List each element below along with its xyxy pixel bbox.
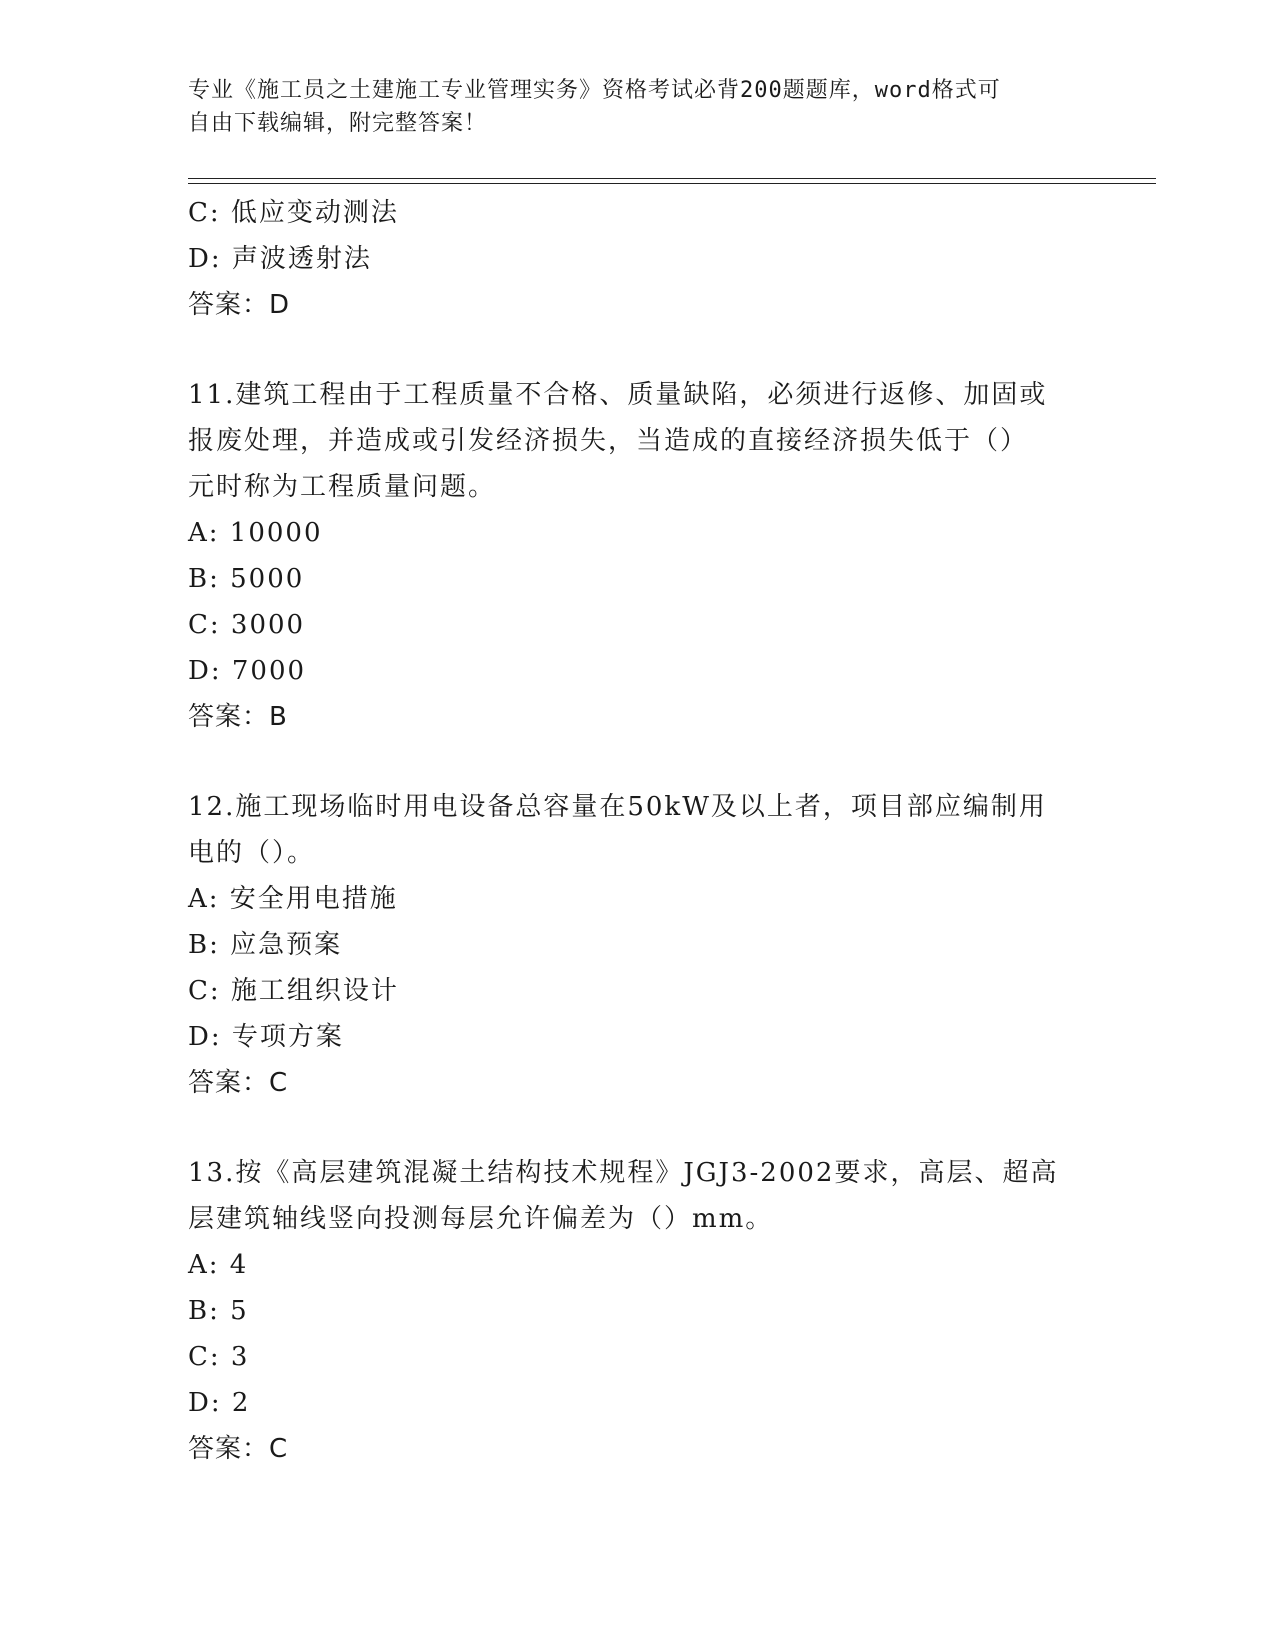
option-c: C: 3000 (188, 610, 306, 640)
option-c: C: 低应变动测法 (188, 198, 399, 228)
question-block-10 (188, 190, 1088, 328)
question-content (188, 190, 1088, 1472)
spacer (188, 1106, 1088, 1150)
option-b: B: 5 (188, 1296, 249, 1326)
header-divider-bottom (188, 183, 1156, 184)
question-block-11 (188, 372, 1088, 740)
answer-line: 答案：B (188, 702, 288, 732)
spacer (188, 328, 1088, 372)
question-text-line: 层建筑轴线竖向投测每层允许偏差为（）mm。 (188, 1204, 774, 1234)
option-d: D: 声波透射法 (188, 244, 372, 274)
question-text-line: 12.施工现场临时用电设备总容量在50kW及以上者，项目部应编制用 (188, 792, 1047, 822)
question-text-line: 元时称为工程质量问题。 (188, 472, 497, 502)
question-block-12 (188, 784, 1088, 1106)
question-text-line: 11.建筑工程由于工程质量不合格、质量缺陷，必须进行返修、加固或 (188, 380, 1048, 410)
answer-line: 答案：C (188, 1068, 289, 1098)
option-a: A: 4 (188, 1250, 249, 1280)
header-line-1: 专业《施工员之土建施工专业管理实务》资格考试必背200题题库，word格式可 (188, 78, 1001, 103)
option-d: D: 7000 (188, 656, 307, 686)
header-line-2: 自由下载编辑，附完整答案！ (188, 111, 488, 136)
header-divider-top (188, 178, 1156, 179)
option-d: D: 专项方案 (188, 1022, 344, 1052)
option-b: B: 5000 (188, 564, 305, 594)
spacer (188, 740, 1088, 784)
option-a: A: 安全用电措施 (188, 884, 398, 914)
option-a: A: 10000 (188, 518, 323, 548)
option-b: B: 应急预案 (188, 930, 343, 960)
question-text-line: 13.按《高层建筑混凝土结构技术规程》JGJ3-2002要求，高层、超高 (188, 1158, 1059, 1188)
document-header (188, 74, 1088, 140)
option-d: D: 2 (188, 1388, 251, 1418)
answer-line: 答案：D (188, 290, 291, 320)
question-block-13 (188, 1150, 1088, 1472)
option-c: C: 3 (188, 1342, 250, 1372)
question-text-line: 电的（）。 (188, 838, 316, 868)
answer-line: 答案：C (188, 1434, 289, 1464)
question-text-line: 报废处理，并造成或引发经济损失，当造成的直接经济损失低于（） (188, 426, 1029, 456)
option-c: C: 施工组织设计 (188, 976, 399, 1006)
